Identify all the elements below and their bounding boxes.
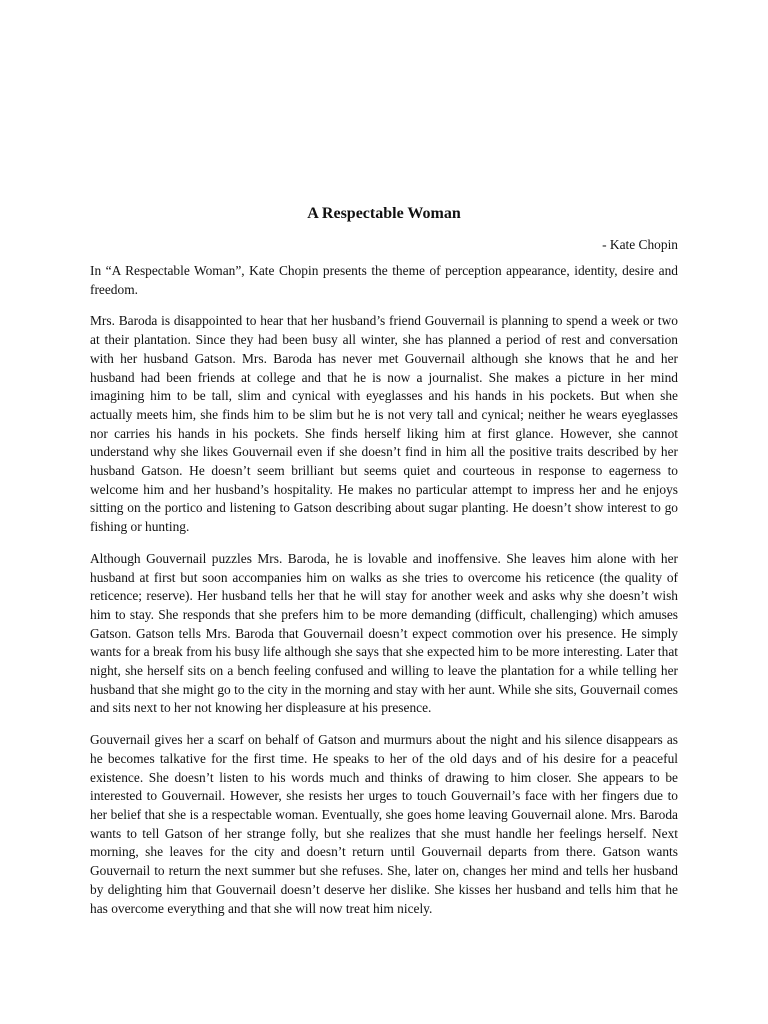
paragraph-body-3: Gouvernail gives her a scarf on behalf of Gatson and murmurs about the night and his silence disappears as he becomes talkative for the first time. He speaks to her of the old days and of his desire for a peaceful existence. She doesn’t listen to his words much and thinks of drawing to him closer. She appears to be interested to Gouvernail. However, she resists her urges to touch Gouvernail’s face with her fingers due to her belief that she is a respectable woman. Eventually, she goes home leaving Gouvernail alone. Mrs. Baroda wants to tell Gatson of her strange folly, but she realizes that she must handle her feelings herself. Next morning, she leaves for the city and doesn’t return until Gouvernail departs from there. Gatson wants Gouvernail to return the next summer but she refuses. She, later on, changes her mind and tells her husband by delighting him that Gouvernail doesn’t deserve her dislike. She kisses her husband and tells him that he has overcome everything and that she will now treat him nicely. <box>90 732 678 916</box>
document-title: A Respectable Woman <box>307 205 461 222</box>
paragraph-body-2: Although Gouvernail puzzles Mrs. Baroda, he is lovable and inoffensive. She leaves him alone with her husband at first but soon accompanies him on walks as she tries to overcome his reticence (the quality of reticence; reserve). Her husband tells her that he will stay for another week and asks why she doesn’t wish him to stay. She responds that she prefers him to be more demanding (difficult, challenging) which amuses Gatson. Gatson tells Mrs. Baroda that Gouvernail doesn’t expect commotion over his presence. He simply wants for a break from his busy life although she says that she expected him to be more interesting. Later that night, she herself sits on a bench feeling confused and willing to leave the plantation for a while telling her husband that she might go to the city in the morning and stay with her aunt. While she sits, Gouvernail comes and sits next to her not knowing her displeasure at his presence. <box>90 550 678 716</box>
paragraph-body-1: Mrs. Baroda is disappointed to hear that her husband’s friend Gouvernail is planning to spend a week or two at their plantation. Since they had been busy all winter, she has planned a period of rest and conversation with her husband Gatson. Mrs. Baroda has never met Gouvernail although she knows that he and her husband had been friends at college and that he is now a journalist. She makes a picture in her mind imagining him to be tall, slim and cynical with eyeglasses and his hands in his pockets. But when she actually meets him, she finds him to be slim but he is not very tall and cynical; neither he wears eyeglasses nor carries his hands in his pockets. She finds herself liking him at first glance. However, she cannot understand why she likes Gouvernail even if she doesn’t find in him all the positive traits described by her husband Gatson. He doesn’t seem brilliant but seems quiet and courteous in response to eagerness to welcome him and her husband’s hospitality. He makes no particular attempt to impress her and he enjoys sitting on the portico and listening to Gatson describing about sugar planting. He doesn’t show interest to go fishing or hunting. <box>90 313 678 535</box>
document-page <box>90 202 678 931</box>
paragraph-intro: In “A Respectable Woman”, Kate Chopin presents the theme of perception appearance, identity, desire and freedom. <box>90 263 678 297</box>
document-author: - Kate Chopin <box>602 237 678 252</box>
